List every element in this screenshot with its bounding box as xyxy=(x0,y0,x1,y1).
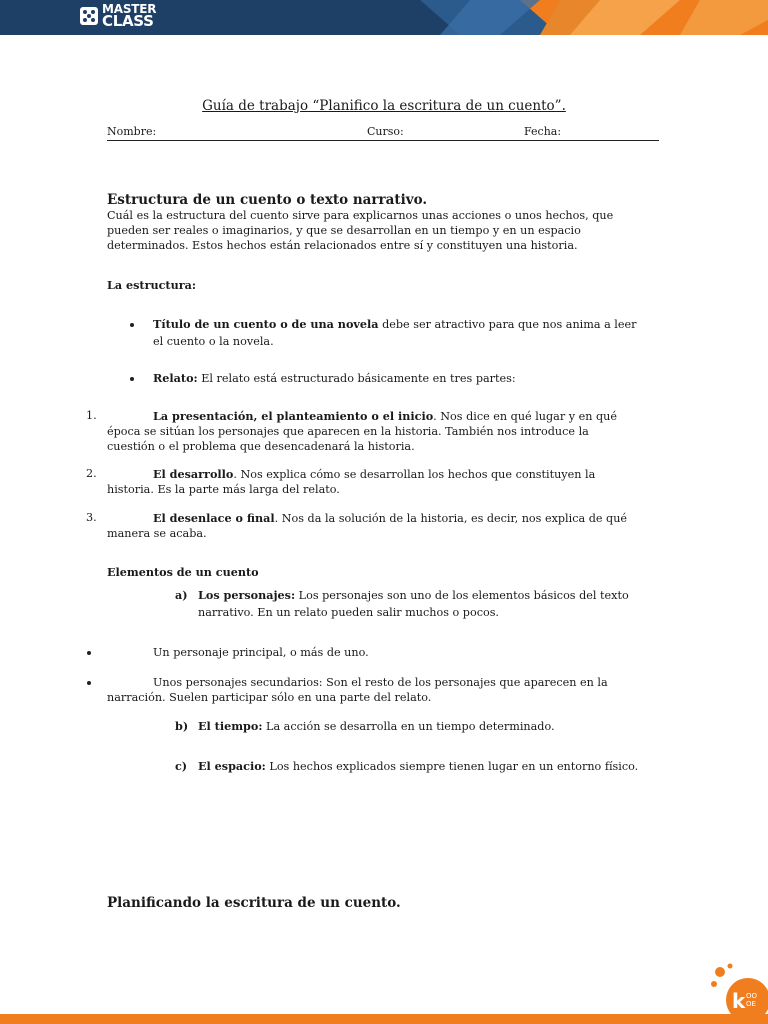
espacio-bold: El espacio: xyxy=(198,759,266,773)
list-item-presentacion xyxy=(107,409,667,454)
bullet-relato-text: El relato está estructurado básicamente en tres partes: xyxy=(197,372,516,385)
list-item-desenlace xyxy=(107,511,667,541)
item-line: manera se acaba. xyxy=(107,527,207,540)
bullet-titulo-text: debe ser atractivo para que nos anima a leer xyxy=(378,318,637,331)
item-label-a: a) xyxy=(175,588,188,602)
item-label-c: c) xyxy=(175,759,188,773)
nombre-label: Nombre: xyxy=(107,125,157,138)
bullet-titulo-line2: el cuento o la novela. xyxy=(153,335,274,348)
bullet-dot xyxy=(87,681,91,685)
item-line: cuestión o el problema que desencadenará la historia. xyxy=(107,440,415,453)
secundarios-line2: narración. Suelen participar sólo en una parte del relato. xyxy=(107,691,432,704)
curso-label: Curso: xyxy=(367,125,404,138)
intro-line: pueden ser reales o imaginarios, y que se desarrollan en un tiempo y en un espacio xyxy=(107,224,581,237)
bullet-dot xyxy=(130,323,134,327)
personajes-secundarios xyxy=(107,675,677,705)
personajes-line2: narrativo. En un relato pueden salir muchos o pocos. xyxy=(198,606,499,619)
svg-text:OO: OO xyxy=(746,992,758,1000)
item-bold: El desarrollo xyxy=(153,467,234,481)
tiempo-bold: El tiempo: xyxy=(198,719,263,733)
item-line: época se sitúan los personajes que aparecen en la historia. También nos introduce la xyxy=(107,425,589,438)
section-heading-planificando: Planificando la escritura de un cuento. xyxy=(107,895,401,911)
section-heading-estructura: Estructura de un cuento o texto narrativo. xyxy=(107,192,428,208)
bullet-relato xyxy=(153,371,673,386)
item-text: . Nos explica cómo se desarrollan los hechos que constituyen la xyxy=(233,468,596,481)
item-bold: El desenlace o final xyxy=(153,511,275,525)
bullet-titulo-bold: Título de un cuento o de una novela xyxy=(153,317,379,331)
item-label-b: b) xyxy=(175,719,189,733)
item-bold: La presentación, el planteamiento o el inicio xyxy=(153,409,434,423)
intro-line: Cuál es la estructura del cuento sirve para explicarnos unas acciones o unos hechos, que xyxy=(107,209,614,222)
estructura-label: La estructura: xyxy=(107,278,197,292)
logo-grid-icon xyxy=(80,7,98,25)
item-text: . Nos dice en qué lugar y en qué xyxy=(433,410,617,423)
item-text: . Nos da la solución de la historia, es decir, nos explica de qué xyxy=(274,512,628,525)
intro-line: determinados. Estos hechos están relacionados entre sí y constituyen una historia. xyxy=(107,239,578,252)
tiempo-text: La acción se desarrolla en un tiempo determinado. xyxy=(262,720,555,733)
personaje-principal: Un personaje principal, o más de uno. xyxy=(153,646,369,659)
footer-bar xyxy=(0,1014,768,1024)
bullet-dot xyxy=(87,651,91,655)
bullet-relato-bold: Relato: xyxy=(153,371,198,385)
elementos-heading: Elementos de un cuento xyxy=(107,565,259,579)
intro-paragraph xyxy=(107,208,667,253)
page-title: Guía de trabajo “Planifico la escritura de un cuento”. xyxy=(202,98,566,114)
elemento-personajes xyxy=(198,588,668,620)
personajes-text: Los personajes son uno de los elementos básicos del texto xyxy=(295,589,629,602)
list-number: 2. xyxy=(86,467,97,480)
student-info-line xyxy=(107,124,659,141)
logo-text-master: MASTER xyxy=(102,2,157,16)
espacio-text: Los hechos explicados siempre tienen lugar en un entorno físico. xyxy=(265,760,639,773)
bullet-titulo xyxy=(153,317,673,349)
elemento-espacio xyxy=(198,759,678,774)
bullet-dot xyxy=(130,377,134,381)
personajes-bold: Los personajes: xyxy=(198,588,296,602)
list-number: 1. xyxy=(86,409,97,422)
header-banner xyxy=(0,0,768,35)
secundarios-line1: Unos personajes secundarios: Son el resto de los personajes que aparecen en la xyxy=(153,676,608,689)
svg-text:k: k xyxy=(732,989,746,1013)
list-number: 3. xyxy=(86,511,97,524)
kooe-logo xyxy=(708,962,768,1014)
elemento-tiempo xyxy=(198,719,668,734)
item-line: historia. Es la parte más larga del relato. xyxy=(107,483,340,496)
svg-text:OE: OE xyxy=(746,1000,756,1008)
logo-text-class: CLASS xyxy=(102,12,154,30)
fecha-label: Fecha: xyxy=(524,125,562,138)
masterclass-logo xyxy=(80,3,170,33)
list-item-desarrollo xyxy=(107,467,667,497)
